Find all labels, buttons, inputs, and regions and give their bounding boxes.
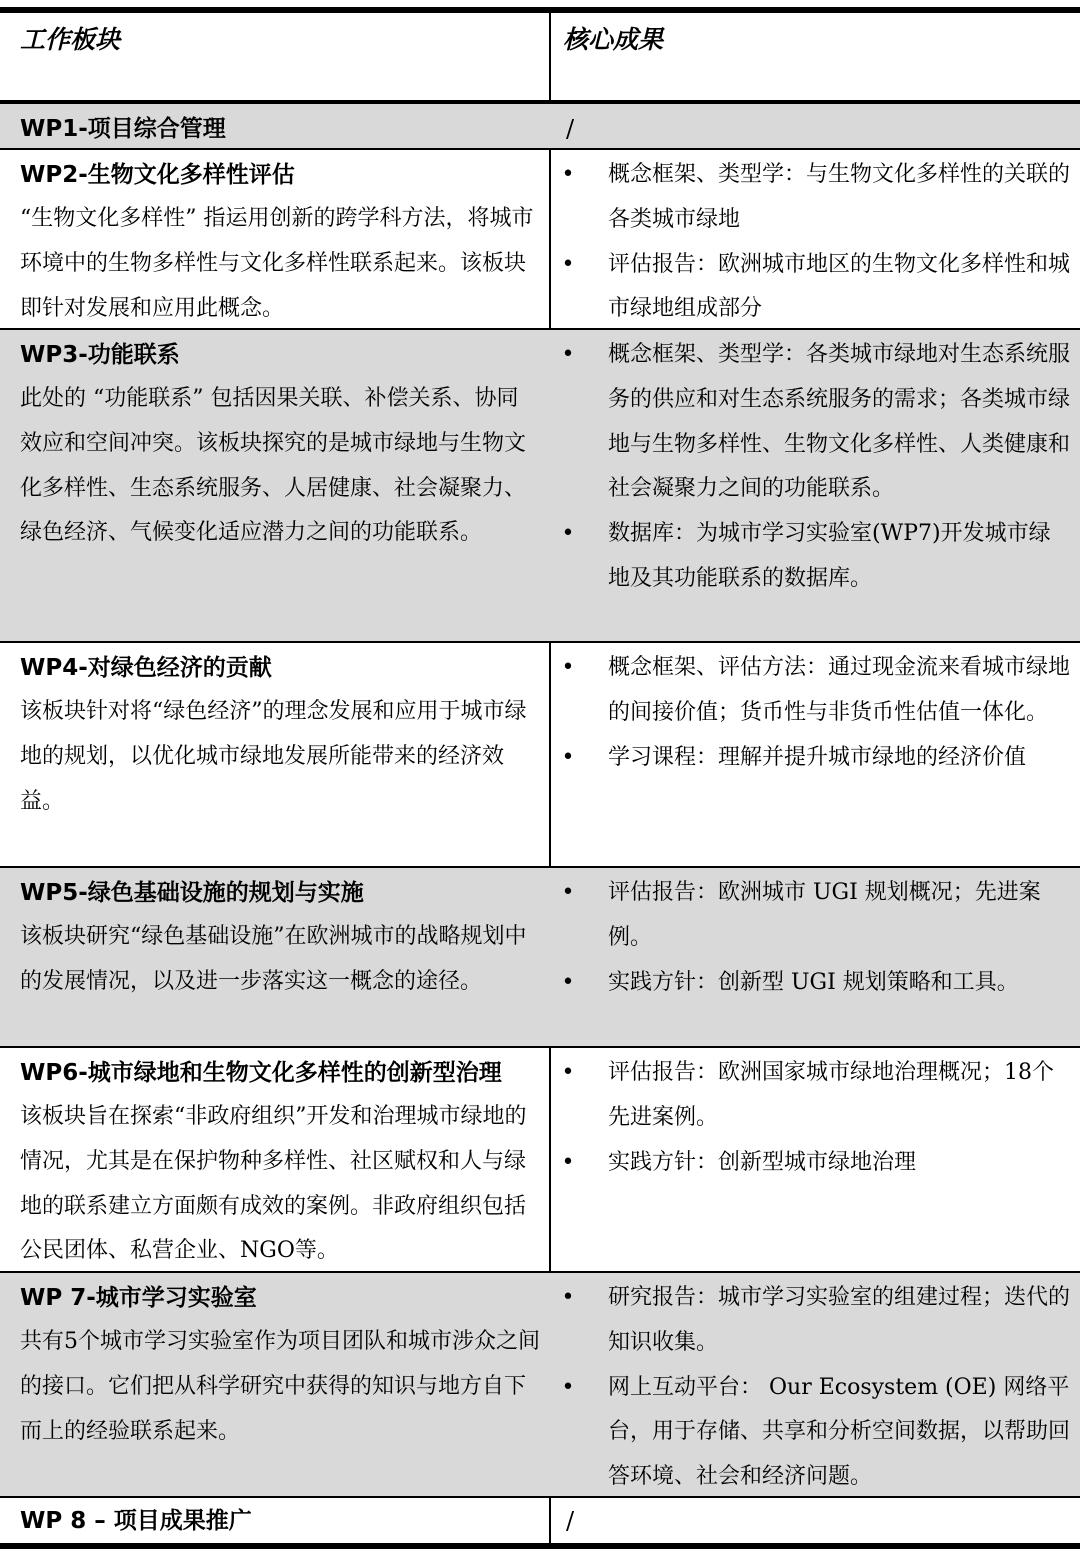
no-outcome-mark: / [566, 115, 575, 143]
bullet-icon: • [561, 969, 575, 995]
outcome-item: • 评估报告：欧洲城市地区的生物文化多样性和城市绿地组成部分 [560, 243, 1072, 333]
bullet-icon: • [561, 880, 575, 905]
table-row [0, 1498, 1080, 1543]
table-row [0, 330, 1080, 643]
wp-title: WP6-城市绿地和生物文化多样性的创新型治理 [20, 1060, 502, 1086]
outcome-item: • 学习课程：理解并提升城市绿地的经济价值 [560, 736, 1072, 781]
bullet-icon: • [561, 1149, 575, 1175]
header-col-workpackage: 工作板块 [20, 25, 121, 54]
outcome-item: • 概念框架、类型学：各类城市绿地对生态系统服务的供应和对生态系统服务的需求；各类城市绿地与生物多样性、生物文化多样性、人类健康和社会凝聚力之间的功能联系。 [560, 333, 1072, 512]
bullet-icon: • [561, 1285, 575, 1310]
wp-title: WP5-绿色基础设施的规划与实施 [20, 880, 364, 906]
outcome-item: • 评估报告：欧洲国家城市绿地治理概况；18个先进案例。 [560, 1051, 1072, 1141]
bullet-icon: • [561, 342, 575, 367]
outcome-item: • 评估报告：欧洲城市 UGI 规划概况；先进案例。 [560, 871, 1072, 961]
bullet-icon: • [561, 1374, 575, 1400]
wp-title: WP1-项目综合管理 [20, 116, 226, 142]
wp-title: WP 8 – 项目成果推广 [20, 1508, 252, 1534]
header-col-outcomes: 核心成果 [563, 25, 664, 54]
wp-title: WP4-对绿色经济的贡献 [20, 655, 272, 681]
wp-title: WP3-功能联系 [20, 342, 180, 368]
table-row [0, 1273, 1080, 1498]
table-row [0, 643, 1080, 868]
wp-title: WP 7-城市学习实验室 [20, 1285, 257, 1311]
bullet-icon: • [561, 521, 575, 547]
table-row [0, 1048, 1080, 1273]
outcome-item: • 研究报告：城市学习实验室的组建过程；迭代的知识收集。 [560, 1276, 1072, 1366]
wp-title: WP2-生物文化多样性评估 [20, 162, 295, 188]
wp-description: “生物文化多样性” 指运用创新的跨学科方法，将城市环境中的生物多样性与文化多样性联系起来。该板块即针对发展和应用此概念。 [20, 206, 534, 321]
bullet-icon: • [561, 744, 575, 770]
wp-description: 该板块研究“绿色基础设施”在欧洲城市的战略规划中的发展情况，以及进一步落实这一概念的途径。 [20, 924, 527, 994]
outcome-item: • 概念框架、评估方法：通过现金流来看城市绿地的间接价值；货币性与非货币性估值一体化。 [560, 646, 1072, 736]
outcome-item: • 实践方针：创新型城市绿地治理 [560, 1141, 1072, 1186]
bullet-icon: • [561, 162, 575, 187]
outcome-item: • 网上互动平台： Our Ecosystem (OE) 网络平台，用于存储、共享和分析空间数据，以帮助回答环境、社会和经济问题。 [560, 1366, 1072, 1500]
bullet-icon: • [561, 251, 575, 277]
wp-description: 此处的 “功能联系” 包括因果关联、补偿关系、协同效应和空间冲突。该板块探究的是城市绿地与生物文化多样性、生态系统服务、人居健康、社会凝聚力、绿色经济、气候变化适应潜力之间的功能联系。 [20, 386, 527, 546]
wp-description: 共有5个城市学习实验室作为项目团队和城市涉众之间的接口。它们把从科学研究中获得的知识与地方自下而上的经验联系起来。 [20, 1329, 540, 1444]
bullet-icon: • [561, 655, 575, 680]
outcome-item: • 数据库：为城市学习实验室(WP7)开发城市绿地及其功能联系的数据库。 [560, 512, 1072, 602]
table-top-rule [0, 7, 1080, 13]
no-outcome-mark: / [566, 1507, 575, 1535]
table-row [0, 104, 1080, 150]
table-row [0, 150, 1080, 330]
wp-description: 该板块旨在探索“非政府组织”开发和治理城市绿地的情况，尤其是在保护物种多样性、社区赋权和人与绿地的联系建立方面颇有成效的案例。非政府组织包括公民团体、私营企业、NGO等。 [20, 1104, 527, 1264]
outcome-item: • 概念框架、类型学：与生物文化多样性的关联的各类城市绿地 [560, 153, 1072, 243]
outcome-item: • 实践方针：创新型 UGI 规划策略和工具。 [560, 961, 1072, 1006]
table-bottom-rule [0, 1543, 1080, 1549]
wp-description: 该板块针对将“绿色经济”的理念发展和应用于城市绿地的规划，以优化城市绿地发展所能带来的经济效益。 [20, 699, 527, 814]
table-row [0, 868, 1080, 1048]
bullet-icon: • [561, 1060, 575, 1085]
